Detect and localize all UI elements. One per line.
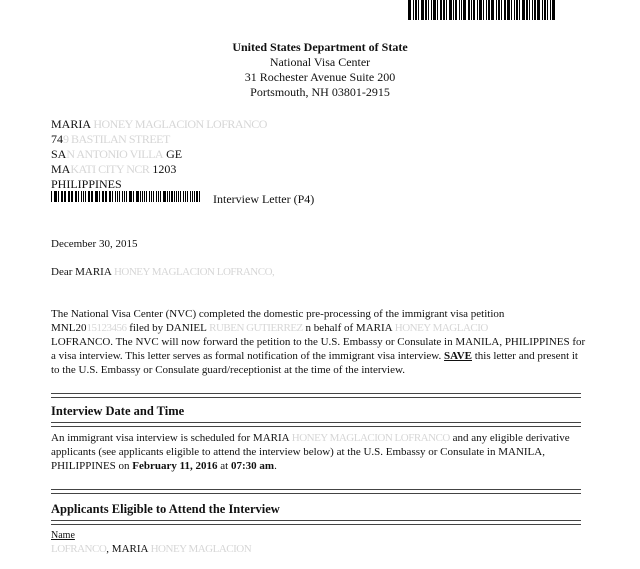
barcode-bar (54, 191, 55, 202)
barcode-bar (109, 191, 110, 202)
applicant-row (51, 542, 251, 556)
barcode-bar (199, 191, 200, 202)
barcode-bar (169, 191, 170, 202)
barcode-bar (408, 0, 411, 20)
barcode-bar (140, 191, 141, 202)
agency-city: Portsmouth, NH 03801-2915 (250, 85, 390, 99)
barcode-bar (75, 191, 76, 202)
interview-time: 07:30 am (231, 460, 275, 472)
barcode-bar (483, 0, 484, 20)
divider-rule (51, 422, 581, 427)
recipient-line3-obscured: N ANTONIO VILLA (66, 147, 164, 161)
interview-text-2: and any eligible derivative applicants (see applicants eligible to attend the interview below) at the U.S. Embassy or Consulate in MANILA, PHILIPPINES on (51, 432, 570, 472)
barcode-bar (516, 0, 518, 20)
barcode-bar (443, 0, 445, 20)
barcode-bar (413, 0, 414, 20)
barcode-bar (431, 0, 432, 20)
interview-section-title: Interview Date and Time (51, 404, 185, 418)
barcode-bar (99, 191, 100, 202)
recipient-line3-suffix: GE (166, 147, 183, 161)
barcode-bar (103, 191, 104, 202)
barcode-bar (124, 191, 125, 202)
barcode-bar (164, 191, 165, 202)
barcode-bar (69, 191, 70, 202)
barcode-bar (433, 0, 436, 20)
letter-date: December 30, 2015 (51, 238, 138, 250)
recipient-line4-suffix: 1203 (152, 162, 177, 176)
barcode-bar (89, 191, 90, 202)
recipient-line4: MA (51, 162, 71, 176)
barcode-bar (479, 0, 482, 20)
agency-center: National Visa Center (269, 55, 371, 69)
barcode-bar (519, 0, 520, 20)
barcode-bar (153, 191, 154, 202)
divider-rule (51, 489, 581, 494)
barcode-bar (142, 191, 143, 202)
barcode-bar (119, 191, 120, 202)
barcode-bar (449, 0, 452, 20)
interview-name-obscured: HONEY MAGLACION LOFRANCO (291, 432, 450, 444)
applicant-name: , MARIA (106, 543, 148, 555)
barcode-bar (537, 0, 540, 20)
barcode-bar (418, 0, 419, 20)
barcode-bar (488, 0, 490, 20)
barcode-bar (552, 0, 555, 20)
barcode-bar (133, 191, 134, 202)
barcode-bar (146, 191, 147, 202)
barcode-address (51, 191, 201, 202)
barcode-bar (156, 191, 157, 202)
barcode-bar (158, 191, 159, 202)
barcode-bar (477, 0, 478, 20)
intro-text-5: this letter and present it to the U.S. Embassy or Consulate guard/receptionist at the time of the interview. (51, 350, 578, 376)
barcode-bar (83, 191, 84, 202)
barcode-bar (62, 191, 63, 202)
barcode-bar (446, 0, 447, 20)
case-number-prefix: MNL20 (51, 322, 87, 334)
barcode-bar (194, 191, 195, 202)
letter-type: Interview Letter (P4) (213, 192, 315, 206)
intro-text-1: The National Visa Center (NVC) completed the domestic pre-processing of the immigrant visa petition (51, 308, 505, 320)
barcode-bar (501, 0, 502, 20)
barcode-bar (437, 0, 438, 20)
barcode-bar (529, 0, 530, 20)
barcode-bar (526, 0, 528, 20)
barcode-bar (76, 191, 77, 202)
barcode-bar (178, 191, 179, 202)
interview-paragraph (51, 431, 587, 473)
recipient-line3: SA (51, 147, 67, 161)
column-header-name: Name (51, 530, 75, 541)
salutation-obscured: HONEY MAGLACION LOFRANCO, (113, 266, 275, 278)
barcode-bar (96, 191, 97, 202)
barcode-bar (68, 191, 69, 202)
recipient-address (51, 117, 267, 192)
barcode-bar (486, 0, 487, 20)
agency-street: 31 Rochester Avenue Suite 200 (244, 70, 396, 84)
divider-rule (51, 520, 581, 525)
barcode-bar (115, 191, 116, 202)
beneficiary-obscured: HONEY MAGLACIO (394, 322, 488, 334)
barcode-bar (550, 0, 551, 20)
salutation-prefix: Dear MARIA (51, 266, 112, 278)
barcode-bar (61, 191, 62, 202)
barcode-bar (504, 0, 506, 20)
barcode-bar (428, 0, 429, 20)
barcode-bar (171, 191, 172, 202)
intro-paragraph (51, 307, 587, 377)
barcode-bar (91, 191, 92, 202)
barcode-bar (511, 0, 512, 20)
barcode-bar (415, 0, 417, 20)
barcode-bar (174, 191, 175, 202)
barcode-bar (163, 191, 164, 202)
barcode-bar (183, 191, 184, 202)
barcode-bar (176, 191, 177, 202)
barcode-bar (459, 0, 460, 20)
applicants-section-title: Applicants Eligible to Attend the Interview (51, 502, 280, 516)
barcode-top (408, 0, 556, 20)
intro-text-2: filed by DANIEL (126, 322, 207, 334)
salutation (51, 265, 274, 279)
barcode-bar (542, 0, 543, 20)
applicant-surname-obscured: LOFRANCO (51, 543, 107, 555)
barcode-bar (180, 191, 181, 202)
barcode-bar (78, 191, 79, 202)
barcode-bar (514, 0, 515, 20)
recipient-line1-obscured: HONEY MAGLACION LOFRANCO (93, 117, 267, 131)
barcode-bar (151, 191, 152, 202)
barcode-bar (498, 0, 500, 20)
petitioner-obscured: RUBEN GUTIERREZ (209, 322, 303, 334)
barcode-bar (122, 191, 123, 202)
barcode-bar (117, 191, 118, 202)
barcode-bar (85, 191, 86, 202)
agency-header (0, 40, 640, 100)
barcode-bar (421, 0, 424, 20)
barcode-bar (167, 191, 168, 202)
barcode-bar (473, 0, 475, 20)
barcode-bar (534, 0, 536, 20)
recipient-line2: 74 (51, 132, 63, 146)
barcode-bar (547, 0, 548, 20)
barcode-bar (129, 191, 130, 202)
applicant-middle-obscured: HONEY MAGLACION (150, 543, 252, 555)
barcode-bar (81, 191, 82, 202)
barcode-bar (112, 191, 113, 202)
barcode-bar (468, 0, 470, 20)
barcode-bar (196, 191, 197, 202)
barcode-bar (507, 0, 510, 20)
barcode-bar (51, 191, 52, 202)
barcode-bar (496, 0, 497, 20)
barcode-bar (160, 191, 161, 202)
barcode-bar (102, 191, 103, 202)
divider-rule (51, 393, 581, 398)
recipient-line1: MARIA (51, 117, 91, 131)
barcode-bar (95, 191, 96, 202)
interview-text-1: An immigrant visa interview is scheduled for MARIA (51, 432, 289, 444)
intro-text-4: LOFRANCO. The NVC will now forward the petition to the U.S. Embassy or Consulate in MANILA, PHILIPPINES for a visa interview. This letter serves as formal notification of the immigrant visa interview. (51, 336, 586, 362)
barcode-bar (58, 191, 59, 202)
recipient-line2-obscured: 9 BASTILAN STREET (63, 132, 170, 146)
barcode-bar (425, 0, 427, 20)
barcode-bar (461, 0, 462, 20)
barcode-bar (88, 191, 89, 202)
interview-text-4: . (274, 460, 277, 472)
barcode-bar (71, 191, 72, 202)
barcode-bar (190, 191, 191, 202)
save-emphasis: SAVE (444, 350, 472, 362)
barcode-bar (453, 0, 454, 20)
barcode-bar (105, 191, 106, 202)
barcode-bar (522, 0, 525, 20)
barcode-bar (144, 191, 145, 202)
interview-date: February 11, 2016 (132, 460, 218, 472)
barcode-bar (544, 0, 546, 20)
recipient-country: PHILIPPINES (51, 177, 122, 191)
barcode-bar (64, 191, 65, 202)
agency-name: United States Department of State (232, 40, 408, 54)
barcode-bar (149, 191, 150, 202)
intro-text-3: n behalf of MARIA (302, 322, 392, 334)
case-number-obscured: 15123456 (86, 322, 127, 334)
barcode-bar (55, 191, 56, 202)
interview-text-3: at (217, 460, 231, 472)
barcode-bar (532, 0, 533, 20)
barcode-bar (130, 191, 131, 202)
barcode-bar (187, 191, 188, 202)
barcode-bar (491, 0, 494, 20)
barcode-bar (110, 191, 111, 202)
barcode-bar (471, 0, 472, 20)
barcode-bar (137, 191, 138, 202)
barcode-bar (136, 191, 137, 202)
barcode-bar (440, 0, 442, 20)
recipient-line4-obscured: KATI CITY NCR (70, 162, 150, 176)
barcode-bar (192, 191, 193, 202)
barcode-bar (463, 0, 466, 20)
barcode-bar (455, 0, 457, 20)
barcode-bar (126, 191, 127, 202)
barcode-bar (185, 191, 186, 202)
